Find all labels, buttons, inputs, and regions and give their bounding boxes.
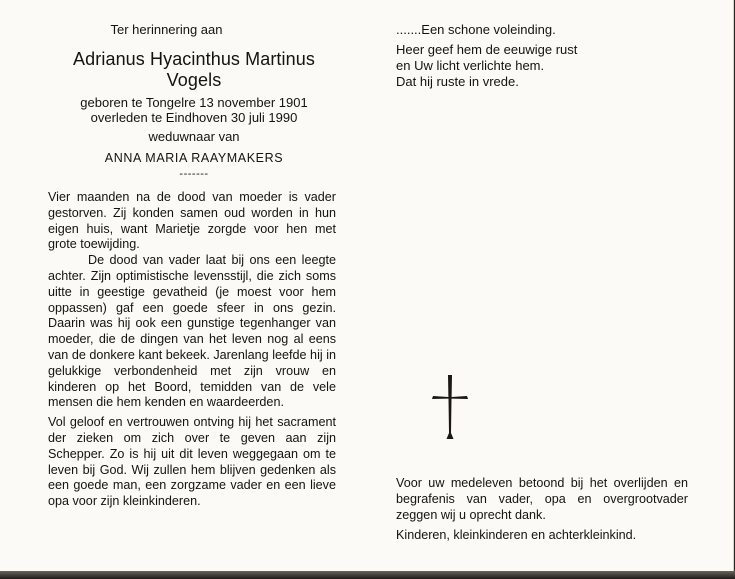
closing-heading: .......Een schone voleinding.	[396, 22, 556, 37]
widower-line: weduwnaar van	[148, 129, 240, 144]
thanks-text	[396, 475, 688, 543]
separator: -------	[179, 168, 209, 180]
death-line: overleden te Eindhoven 30 juli 1990	[90, 110, 298, 125]
signoff: Kinderen, kleinkinderen en achterkleinkind.	[396, 528, 637, 542]
name-line-1: Adrianus Hyacinthus Martinus	[73, 49, 315, 69]
name-line-2: Vogels	[166, 70, 222, 90]
intro-line: Ter herinnering aan	[110, 22, 223, 37]
birth-line: geboren te Tongelre 13 november 1901	[80, 95, 308, 110]
prayer-line-1: Heer geef hem de eeuwige rust	[396, 42, 578, 57]
cross-icon	[430, 373, 470, 441]
prayer	[396, 42, 577, 90]
paragraph-3: Vol geloof en vertrouwen ontving hij het sacrament der zieken om zich over te geven aan zijn Schepper. Zo is hij uit dit leven weggegaan om te leven bij God. Wij zullen hem blijven gedenken als een goede man, een zorgzame vader en een lieve opa voor zijn kleinkinderen.	[48, 415, 336, 509]
thanks-paragraph: Voor uw medeleven betoond bij het overlijden en begrafenis van vader, opa en overgrootvader zeggen wij u oprecht dank.	[396, 476, 688, 522]
paragraph-1: Vier maanden na de dood van moeder is vader gestorven. Zij konden samen oud worden in hun eigen huis, want Marietje zorgde voor hen met grote toewijding.	[48, 190, 336, 252]
scan-edge	[0, 571, 735, 579]
prayer-line-2: en Uw licht verlichte hem.	[396, 58, 545, 73]
deceased-name	[44, 49, 344, 91]
spouse-name: ANNA MARIA RAAYMAKERS	[104, 151, 284, 165]
memorial-text	[48, 190, 336, 510]
prayer-line-3: Dat hij ruste in vrede.	[396, 74, 519, 89]
paragraph-2: De dood van vader laat bij ons een leegte achter. Zijn optimistische levensstijl, die zich soms uitte in geestige gevatheid (je moest voor hem oppassen) gaf een goede sfeer in ons gezin. Daarin was hij ook een gunstige tegenhanger van moeder, die de dingen van het leven nog al eens van de donkere kant bekeek. Jarenlang leefde hij in gelukkige verbondenheid met zijn vrouw en kinderen op het Boord, temidden van de vele mensen die hem kenden en waardeerden.	[48, 253, 336, 410]
life-dates	[44, 95, 344, 125]
